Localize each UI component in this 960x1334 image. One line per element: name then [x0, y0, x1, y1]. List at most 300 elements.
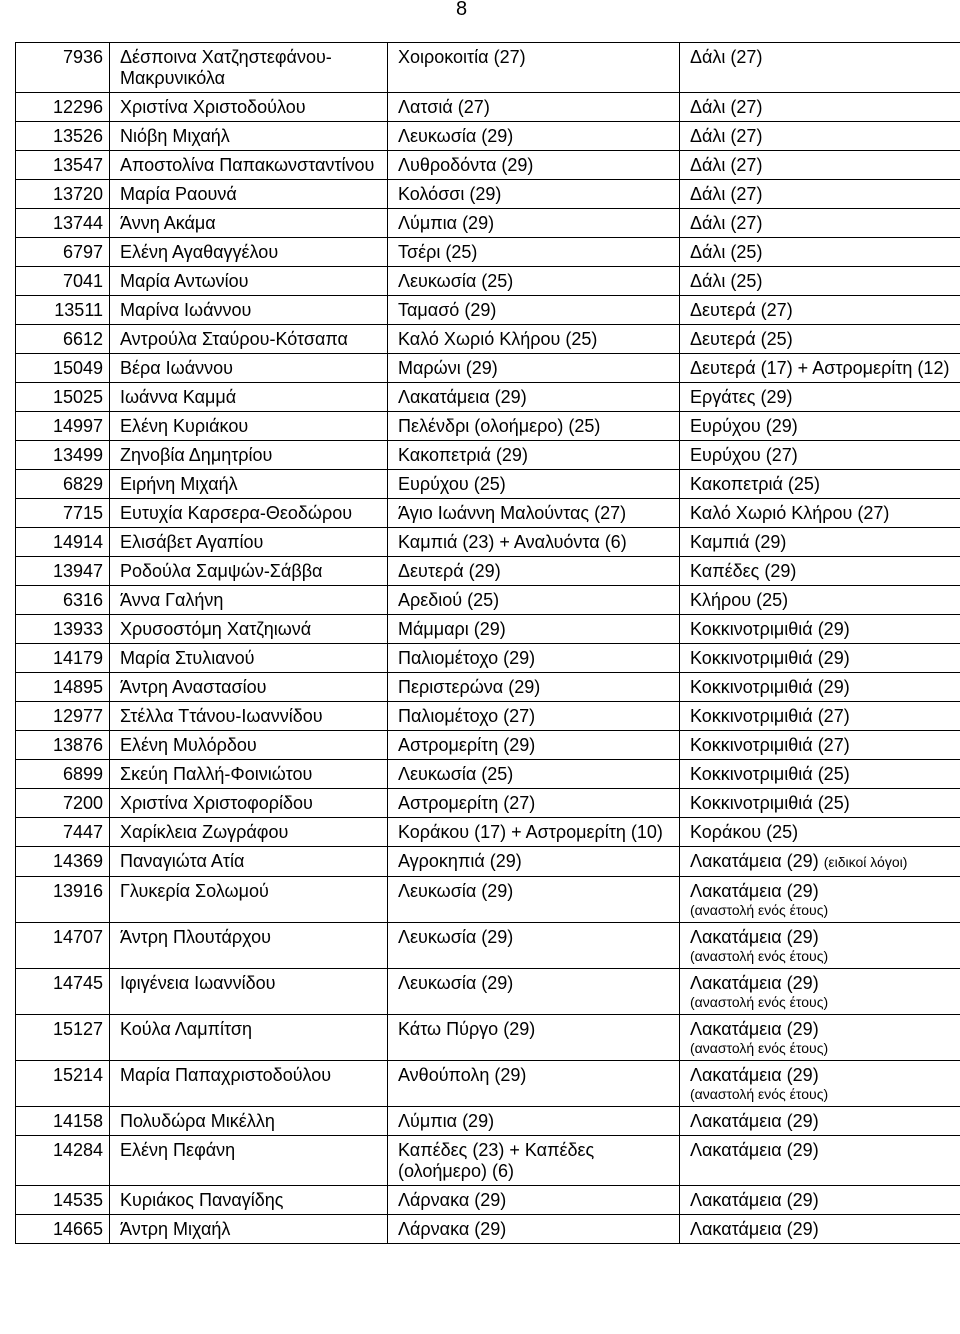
- row-to-text: Δευτερά (27): [690, 300, 793, 320]
- row-to-cell: [680, 702, 960, 731]
- row-id-cell: [16, 877, 110, 923]
- row-from-cell: [388, 644, 680, 673]
- row-to-cell: [680, 1107, 960, 1136]
- row-id-cell: [16, 615, 110, 644]
- table-row: [16, 615, 960, 644]
- row-to-cell: [680, 760, 960, 789]
- row-from-cell: [388, 209, 680, 238]
- table-row: [16, 1215, 960, 1244]
- row-to-text: Κοκκινοτριμιθιά (25): [690, 764, 850, 784]
- row-to-text: Καλό Χωριό Κλήρου (27): [690, 503, 890, 523]
- page-number: 8: [456, 0, 468, 20]
- row-id-cell: [16, 1061, 110, 1107]
- table-row: [16, 238, 960, 267]
- row-from-cell: [388, 923, 680, 969]
- row-id-text: 14179: [52, 648, 103, 668]
- table-row: [16, 122, 960, 151]
- row-id-text: 14535: [52, 1190, 103, 1210]
- row-name-cell: [110, 818, 388, 847]
- row-name-cell: [110, 877, 388, 923]
- row-id-cell: [16, 238, 110, 267]
- row-from-text: Ευρύχου (25): [398, 474, 506, 494]
- row-to-cell: [680, 673, 960, 702]
- row-name-text: Γλυκερία Σολωμού: [120, 881, 269, 901]
- row-from-text: Κακοπετριά (29): [398, 445, 528, 465]
- row-name-text: Άννη Ακάμα: [120, 213, 216, 233]
- table-row: [16, 557, 960, 586]
- row-from-cell: [388, 673, 680, 702]
- row-to-text: Ευρύχου (29): [690, 416, 798, 436]
- table-row: [16, 354, 960, 383]
- row-note: (αναστολή ενός έτους): [690, 902, 829, 918]
- table-row: [16, 267, 960, 296]
- table-row: [16, 847, 960, 877]
- row-name-cell: [110, 238, 388, 267]
- row-id-text: 13916: [52, 881, 103, 901]
- row-name-text: Άντρη Πλουτάρχου: [120, 927, 271, 947]
- row-to-cell: [680, 470, 960, 499]
- row-to-text: Καπέδες (29): [690, 561, 797, 581]
- row-from-text: Παλιομέτοχο (27): [398, 706, 536, 726]
- row-from-text: Ταμασό (29): [398, 300, 497, 320]
- row-name-cell: [110, 1186, 388, 1215]
- row-from-text: Περιστερώνα (29): [398, 677, 541, 697]
- row-from-text: Άγιο Ιωάννη Μαλούντας (27): [398, 503, 627, 523]
- row-from-cell: [388, 760, 680, 789]
- row-to-cell: [680, 441, 960, 470]
- row-note: (αναστολή ενός έτους): [690, 1040, 829, 1056]
- row-id-text: 14914: [52, 532, 103, 552]
- row-from-text: Αγροκηπιά (29): [398, 851, 522, 871]
- row-to-text: Δάλι (27): [690, 213, 763, 233]
- row-to-text: Δευτερά (25): [690, 329, 793, 349]
- row-id-cell: [16, 760, 110, 789]
- table-row: [16, 209, 960, 238]
- row-to-cell: [680, 877, 960, 923]
- row-from-text: Ανθούπολη (29): [398, 1065, 527, 1085]
- row-note: (αναστολή ενός έτους): [690, 948, 829, 964]
- table-row: [16, 877, 960, 923]
- row-to-cell: [680, 1136, 960, 1186]
- row-name-text: Ελένη Αγαθαγγέλου: [120, 242, 279, 262]
- row-inline-note: (ειδικοί λόγοι): [823, 854, 908, 870]
- row-to-text: Εργάτες (29): [690, 387, 793, 407]
- row-id-cell: [16, 296, 110, 325]
- row-from-text: Καμπιά (23) + Αναλυόντα (6): [398, 532, 627, 552]
- row-from-cell: [388, 847, 680, 877]
- row-to-cell: [680, 151, 960, 180]
- row-to-cell: [680, 644, 960, 673]
- table-row: [16, 923, 960, 969]
- row-id-text: 13947: [52, 561, 103, 581]
- table-row: [16, 818, 960, 847]
- row-name-cell: [110, 731, 388, 760]
- row-name-text: Χαρίκλεια Ζωγράφου: [120, 822, 289, 842]
- table-row: [16, 470, 960, 499]
- row-to-text: Λακατάμεια (29): [690, 881, 819, 901]
- row-name-text: Μαρία Αντωνίου: [120, 271, 249, 291]
- row-from-cell: [388, 557, 680, 586]
- row-to-cell: [680, 969, 960, 1015]
- row-from-text: Λάρνακα (29): [398, 1190, 507, 1210]
- row-name-text: Χριστίνα Χριστοφορίδου: [120, 793, 313, 813]
- row-id-cell: [16, 441, 110, 470]
- table-row: [16, 760, 960, 789]
- row-name-cell: [110, 615, 388, 644]
- row-from-text: Λευκωσία (29): [398, 927, 514, 947]
- row-id-text: 14284: [52, 1140, 103, 1160]
- row-id-text: 6316: [62, 590, 103, 610]
- row-name-cell: [110, 586, 388, 615]
- row-name-cell: [110, 969, 388, 1015]
- row-to-cell: [680, 847, 960, 877]
- row-from-text: Λευκωσία (29): [398, 126, 514, 146]
- row-to-cell: [680, 528, 960, 557]
- table-row: [16, 1107, 960, 1136]
- row-to-cell: [680, 383, 960, 412]
- row-from-text: Παλιομέτοχο (29): [398, 648, 536, 668]
- table-row: [16, 1015, 960, 1061]
- row-to-cell: [680, 586, 960, 615]
- row-from-cell: [388, 238, 680, 267]
- row-name-text: Ροδούλα Σαμψών-Σάββα: [120, 561, 323, 581]
- row-from-cell: [388, 1061, 680, 1107]
- row-to-cell: [680, 238, 960, 267]
- row-from-cell: [388, 1186, 680, 1215]
- row-from-text: Αστρομερίτη (29): [398, 735, 536, 755]
- row-id-cell: [16, 702, 110, 731]
- row-id-text: 14369: [52, 851, 103, 871]
- row-id-text: 15025: [52, 387, 103, 407]
- row-name-cell: [110, 441, 388, 470]
- row-id-text: 14745: [52, 973, 103, 993]
- table-row: [16, 93, 960, 122]
- row-id-text: 14707: [52, 927, 103, 947]
- row-from-text: Κάτω Πύργο (29): [398, 1019, 536, 1039]
- row-to-text: Δευτερά (17) + Αστρομερίτη (12): [690, 358, 950, 378]
- row-from-cell: [388, 354, 680, 383]
- row-to-text: Δάλι (27): [690, 47, 763, 67]
- table-row: [16, 528, 960, 557]
- row-name-text: Μαρία Παπαχριστοδούλου: [120, 1065, 332, 1085]
- row-id-text: 14158: [52, 1111, 103, 1131]
- row-from-cell: [388, 470, 680, 499]
- row-id-text: 7936: [62, 47, 103, 67]
- row-to-text: Δάλι (25): [690, 242, 763, 262]
- row-id-text: 14895: [52, 677, 103, 697]
- row-id-cell: [16, 818, 110, 847]
- row-name-cell: [110, 1061, 388, 1107]
- row-id-text: 13744: [52, 213, 103, 233]
- row-from-cell: [388, 702, 680, 731]
- row-to-cell: [680, 209, 960, 238]
- row-id-text: 13876: [52, 735, 103, 755]
- row-name-text: Βέρα Ιωάννου: [120, 358, 233, 378]
- table-row: [16, 499, 960, 528]
- row-id-cell: [16, 412, 110, 441]
- table-row: [16, 296, 960, 325]
- row-name-text: Στέλλα Ττάνου-Ιωαννίδου: [120, 706, 323, 726]
- row-from-cell: [388, 122, 680, 151]
- row-to-cell: [680, 1186, 960, 1215]
- row-id-text: 7447: [62, 822, 103, 842]
- table-row: [16, 731, 960, 760]
- row-from-cell: [388, 180, 680, 209]
- row-id-text: 7200: [62, 793, 103, 813]
- row-from-cell: [388, 1215, 680, 1244]
- row-from-cell: [388, 586, 680, 615]
- row-id-cell: [16, 151, 110, 180]
- table-row: [16, 789, 960, 818]
- row-name-text: Αντρούλα Σταύρου-Κότσαπα: [120, 329, 348, 349]
- row-from-cell: [388, 43, 680, 93]
- row-from-cell: [388, 528, 680, 557]
- row-name-text: Δέσποινα Χατζηστεφάνου-Μακρυνικόλα: [120, 47, 332, 88]
- row-to-cell: [680, 296, 960, 325]
- row-name-text: Πολυδώρα Μικέλλη: [120, 1111, 275, 1131]
- row-to-text: Κοκκινοτριμιθιά (27): [690, 735, 850, 755]
- row-from-cell: [388, 499, 680, 528]
- table-row: [16, 180, 960, 209]
- row-name-text: Χριστίνα Χριστοδούλου: [120, 97, 306, 117]
- row-from-cell: [388, 93, 680, 122]
- row-to-cell: [680, 180, 960, 209]
- table-row: [16, 383, 960, 412]
- row-name-cell: [110, 325, 388, 354]
- row-name-text: Μαρίνα Ιωάννου: [120, 300, 252, 320]
- row-id-cell: [16, 470, 110, 499]
- row-to-text: Κοκκινοτριμιθιά (29): [690, 677, 850, 697]
- row-to-cell: [680, 1015, 960, 1061]
- row-from-text: Λευκωσία (25): [398, 764, 514, 784]
- row-to-text: Λακατάμεια (29): [690, 1219, 819, 1239]
- row-name-cell: [110, 180, 388, 209]
- row-name-cell: [110, 1136, 388, 1186]
- row-to-text: Δάλι (27): [690, 184, 763, 204]
- row-name-cell: [110, 1107, 388, 1136]
- row-name-cell: [110, 923, 388, 969]
- row-id-cell: [16, 1136, 110, 1186]
- row-from-text: Τσέρι (25): [398, 242, 478, 262]
- row-note: (αναστολή ενός έτους): [690, 994, 829, 1010]
- row-name-cell: [110, 644, 388, 673]
- row-name-text: Ελισάβετ Αγαπίου: [120, 532, 264, 552]
- row-to-cell: [680, 557, 960, 586]
- row-name-cell: [110, 412, 388, 441]
- row-name-text: Ελένη Κυριάκου: [120, 416, 249, 436]
- row-name-cell: [110, 557, 388, 586]
- row-id-cell: [16, 1015, 110, 1061]
- row-from-text: Λύμπια (29): [398, 213, 495, 233]
- row-id-text: 6829: [62, 474, 103, 494]
- row-name-text: Ιφιγένεια Ιωαννίδου: [120, 973, 276, 993]
- row-name-text: Σκεύη Παλλή-Φοινιώτου: [120, 764, 313, 784]
- row-id-cell: [16, 847, 110, 877]
- row-to-text: Κοκκινοτριμιθιά (29): [690, 619, 850, 639]
- row-id-text: 6612: [62, 329, 103, 349]
- row-name-text: Παναγιώτα Ατία: [120, 851, 245, 871]
- row-name-cell: [110, 296, 388, 325]
- row-from-cell: [388, 325, 680, 354]
- row-name-text: Χρυσοστόμη Χατζηιωνά: [120, 619, 312, 639]
- row-id-cell: [16, 180, 110, 209]
- row-to-cell: [680, 43, 960, 93]
- row-to-cell: [680, 818, 960, 847]
- transfer-table-body: [16, 43, 960, 1244]
- row-to-text: Κοκκινοτριμιθιά (25): [690, 793, 850, 813]
- row-from-text: Καπέδες (23) + Καπέδες (ολοήμερο) (6): [398, 1140, 595, 1181]
- row-from-text: Λυθροδόντα (29): [398, 155, 534, 175]
- row-from-cell: [388, 877, 680, 923]
- row-name-cell: [110, 267, 388, 296]
- row-from-cell: [388, 789, 680, 818]
- row-id-cell: [16, 644, 110, 673]
- row-to-cell: [680, 1061, 960, 1107]
- row-id-text: 15214: [52, 1065, 103, 1085]
- row-name-text: Κούλα Λαμπίτση: [120, 1019, 252, 1039]
- row-name-text: Μαρία Ραουνά: [120, 184, 237, 204]
- row-from-cell: [388, 731, 680, 760]
- table-row: [16, 412, 960, 441]
- row-to-cell: [680, 789, 960, 818]
- row-id-cell: [16, 1215, 110, 1244]
- row-id-cell: [16, 383, 110, 412]
- table-row: [16, 1061, 960, 1107]
- row-name-text: Άντρη Αναστασίου: [120, 677, 267, 697]
- row-name-cell: [110, 209, 388, 238]
- row-name-cell: [110, 354, 388, 383]
- row-to-text: Δάλι (27): [690, 155, 763, 175]
- row-to-text: Λακατάμεια (29): [690, 1111, 819, 1131]
- row-id-cell: [16, 325, 110, 354]
- row-from-text: Χοιροκοιτία (27): [398, 47, 526, 67]
- row-name-text: Άντρη Μιχαήλ: [120, 1219, 231, 1239]
- row-from-text: Λάρνακα (29): [398, 1219, 507, 1239]
- row-id-text: 14665: [52, 1219, 103, 1239]
- row-from-text: Μάμμαρι (29): [398, 619, 506, 639]
- row-name-text: Ελένη Μυλόρδου: [120, 735, 257, 755]
- table-row: [16, 441, 960, 470]
- table-row: [16, 673, 960, 702]
- row-id-text: 13547: [52, 155, 103, 175]
- row-to-cell: [680, 923, 960, 969]
- row-to-text: Ευρύχου (27): [690, 445, 798, 465]
- row-id-text: 13526: [52, 126, 103, 146]
- row-to-text: Λακατάμεια (29): [690, 927, 819, 947]
- row-to-text: Λακατάμεια (29): [690, 973, 819, 993]
- row-from-cell: [388, 615, 680, 644]
- table-row: [16, 969, 960, 1015]
- row-id-cell: [16, 43, 110, 93]
- row-to-text: Λακατάμεια (29): [690, 1065, 819, 1085]
- row-to-text: Καμπιά (29): [690, 532, 787, 552]
- row-from-cell: [388, 818, 680, 847]
- table-row: [16, 586, 960, 615]
- row-from-text: Λευκωσία (25): [398, 271, 514, 291]
- row-id-cell: [16, 267, 110, 296]
- row-to-cell: [680, 1215, 960, 1244]
- row-to-cell: [680, 325, 960, 354]
- row-from-cell: [388, 383, 680, 412]
- row-from-text: Πελένδρι (ολοήμερο) (25): [398, 416, 601, 436]
- table-row: [16, 325, 960, 354]
- row-to-text: Λακατάμεια (29): [690, 1140, 819, 1160]
- table-row: [16, 43, 960, 93]
- table-row: [16, 644, 960, 673]
- row-id-cell: [16, 557, 110, 586]
- row-from-text: Αστρομερίτη (27): [398, 793, 536, 813]
- row-id-cell: [16, 1107, 110, 1136]
- row-name-cell: [110, 93, 388, 122]
- row-name-text: Ευτυχία Καρσερα-Θεοδώρου: [120, 503, 353, 523]
- row-to-text: Κλήρου (25): [690, 590, 789, 610]
- row-to-text: Κακοπετριά (25): [690, 474, 820, 494]
- row-name-cell: [110, 122, 388, 151]
- row-from-text: Δευτερά (29): [398, 561, 501, 581]
- row-from-cell: [388, 412, 680, 441]
- row-from-text: Λατσιά (27): [398, 97, 490, 117]
- row-to-cell: [680, 731, 960, 760]
- row-from-text: Λευκωσία (29): [398, 973, 514, 993]
- row-from-text: Λευκωσία (29): [398, 881, 514, 901]
- row-from-text: Λύμπια (29): [398, 1111, 495, 1131]
- row-name-text: Μαρία Στυλιανού: [120, 648, 255, 668]
- row-name-cell: [110, 1015, 388, 1061]
- row-from-cell: [388, 296, 680, 325]
- row-id-cell: [16, 528, 110, 557]
- row-from-cell: [388, 267, 680, 296]
- row-to-text: Δάλι (27): [690, 126, 763, 146]
- row-from-text: Μαρώνι (29): [398, 358, 498, 378]
- row-from-cell: [388, 1107, 680, 1136]
- row-id-text: 13720: [52, 184, 103, 204]
- row-to-text: Λακατάμεια (29): [690, 851, 819, 871]
- row-name-text: Άννα Γαλήνη: [120, 590, 224, 610]
- row-name-cell: [110, 1215, 388, 1244]
- row-to-cell: [680, 122, 960, 151]
- row-name-cell: [110, 470, 388, 499]
- row-id-cell: [16, 731, 110, 760]
- row-to-text: Κοκκινοτριμιθιά (29): [690, 648, 850, 668]
- row-id-cell: [16, 209, 110, 238]
- row-id-text: 7041: [62, 271, 103, 291]
- row-to-cell: [680, 93, 960, 122]
- row-name-text: Ζηνοβία Δημητρίου: [120, 445, 273, 465]
- row-from-text: Αρεδιού (25): [398, 590, 500, 610]
- row-from-text: Κοράκου (17) + Αστρομερίτη (10): [398, 822, 663, 842]
- row-id-text: 6899: [62, 764, 103, 784]
- row-from-text: Λακατάμεια (29): [398, 387, 527, 407]
- row-id-text: 13511: [54, 300, 103, 320]
- row-id-text: 6797: [62, 242, 103, 262]
- row-name-text: Νιόβη Μιχαήλ: [120, 126, 230, 146]
- row-id-text: 14997: [52, 416, 103, 436]
- row-to-cell: [680, 499, 960, 528]
- row-name-cell: [110, 43, 388, 93]
- row-name-cell: [110, 789, 388, 818]
- row-note: (αναστολή ενός έτους): [690, 1086, 829, 1102]
- row-name-text: Ιωάννα Καμμά: [120, 387, 237, 407]
- row-name-text: Ειρήνη Μιχαήλ: [120, 474, 238, 494]
- row-name-cell: [110, 151, 388, 180]
- row-id-text: 12296: [52, 97, 103, 117]
- row-to-cell: [680, 412, 960, 441]
- row-id-cell: [16, 354, 110, 383]
- table-row: [16, 1136, 960, 1186]
- row-id-cell: [16, 122, 110, 151]
- row-id-text: 13933: [52, 619, 103, 639]
- row-id-text: 15049: [52, 358, 103, 378]
